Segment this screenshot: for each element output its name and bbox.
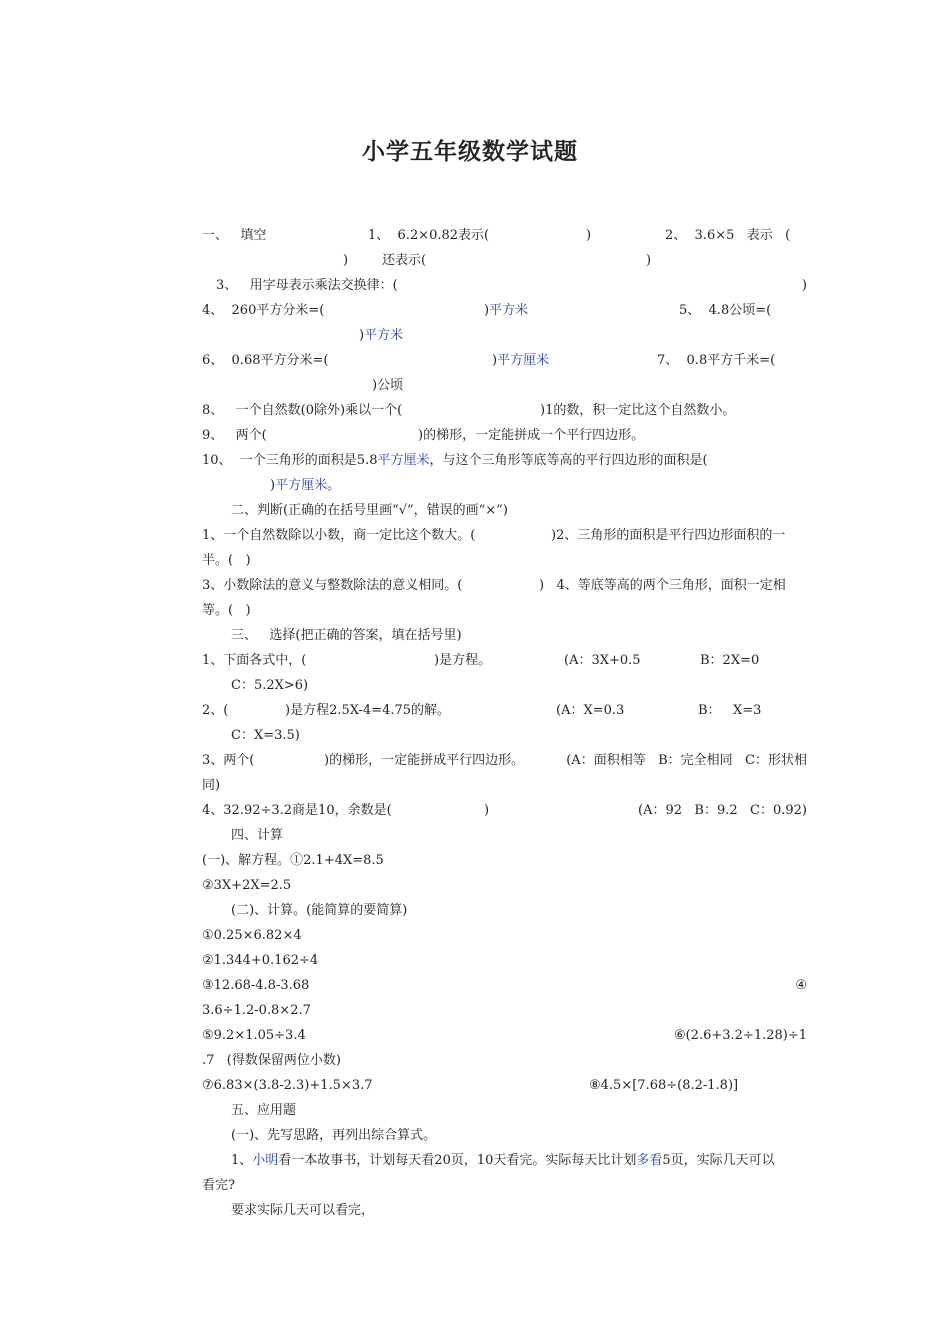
section-choice-title: 三、 选择(把正确的答案，填在括号里): [231, 628, 462, 643]
fill-line-3: 3、 用字母表示乘法交换律：( ): [216, 278, 807, 293]
fill-line-5: )平方米: [359, 328, 404, 343]
exam-content: [202, 223, 807, 1223]
judge-line-2: 半。( ): [202, 553, 251, 568]
choice-line-2: C：5.2X>6): [231, 678, 309, 693]
page-title: 小学五年级数学试题: [362, 138, 578, 165]
calc-line-7: 3.6÷1.2-0.8×2.7: [202, 1003, 311, 1018]
judge-line-1: 1、一个自然数除以小数，商一定比这个数大。( )2、三角形的面积是平行四边形面积的一: [202, 528, 786, 543]
choice-line-7: 4、32.92÷3.2商是10，余数是( ) (A：92 B：9.2 C：0.92): [202, 803, 807, 818]
fill-line-8: 8、 一个自然数(0除外)乘以一个( )1的数，积一定比这个自然数小。: [202, 403, 736, 418]
calc-line-5: ②1.344+0.162÷4: [202, 953, 319, 968]
fill-line-4: 4、 260平方分米=( )平方米 5、 4.8公顷=(: [202, 303, 772, 318]
choice-line-4: C：X=3.5): [231, 728, 300, 743]
fill-line-11: )平方厘米。: [270, 478, 341, 493]
section-calc-title: 四、计算: [231, 828, 284, 843]
fill-line-1: 一、 填空 1、 6.2×0.82表示( ) 2、 3.6×5 表示 (: [202, 228, 791, 243]
fill-line-6: 6、 0.68平方分米=( )平方厘米 7、 0.8平方千米=(: [202, 353, 776, 368]
choice-line-3: 2、( )是方程2.5X-4=4.75的解。 (A：X=0.3 B： X=3: [202, 703, 762, 718]
judge-line-4: 等。( ): [202, 603, 251, 618]
apply-line-1: (一)、先写思路，再列出综合算式。: [231, 1128, 437, 1143]
calc-line-9: .7 (得数保留两位小数): [202, 1053, 341, 1068]
fill-line-2: ) 还表示( ): [343, 253, 652, 268]
calc-line-3: (二)、计算。(能简算的要简算): [231, 903, 408, 918]
choice-line-5: 3、两个( )的梯形，一定能拼成平行四边形。 (A：面积相等 B：完全相同 C：形状相: [202, 753, 807, 768]
choice-line-6: 同): [202, 778, 221, 793]
calc-line-2: ②3X+2X=2.5: [202, 878, 292, 893]
calc-line-10: ⑦6.83×(3.8-2.3)+1.5×3.7 ⑧4.5×[7.68÷(8.2-1.8)]: [202, 1078, 739, 1093]
calc-line-8: ⑤9.2×1.05÷3.4 ⑥(2.6+3.2÷1.28)÷1: [202, 1028, 807, 1043]
choice-line-1: 1、下面各式中，( )是方程。 (A：3X+0.5 B：2X=0: [202, 653, 760, 668]
section-apply-title: 五、应用题: [231, 1103, 297, 1118]
apply-line-4: 要求实际几天可以看完，: [231, 1203, 375, 1218]
calc-line-4: ①0.25×6.82×4: [202, 928, 302, 943]
calc-line-1: (一)、解方程。①2.1+4X=8.5: [202, 853, 384, 868]
apply-line-3: 看完?: [202, 1178, 235, 1193]
section-judge-title: 二、判断(正确的在括号里画“√”，错误的画“×”): [231, 503, 508, 518]
apply-line-2: 1、小明看一本故事书，计划每天看20页，10天看完。实际每天比计划多看5页，实际几天可以: [231, 1153, 775, 1168]
fill-line-10: 10、 一个三角形的面积是5.8平方厘米，与这个三角形等底等高的平行四边形的面积是(: [202, 453, 708, 468]
fill-line-7: )公顷: [372, 378, 404, 393]
fill-line-9: 9、 两个( )的梯形，一定能拼成一个平行四边形。: [202, 428, 645, 443]
calc-line-6: ③12.68-4.8-3.68 ④: [202, 978, 807, 993]
judge-line-3: 3、小数除法的意义与整数除法的意义相同。( ) 4、等底等高的两个三角形，面积一定相: [202, 578, 786, 593]
